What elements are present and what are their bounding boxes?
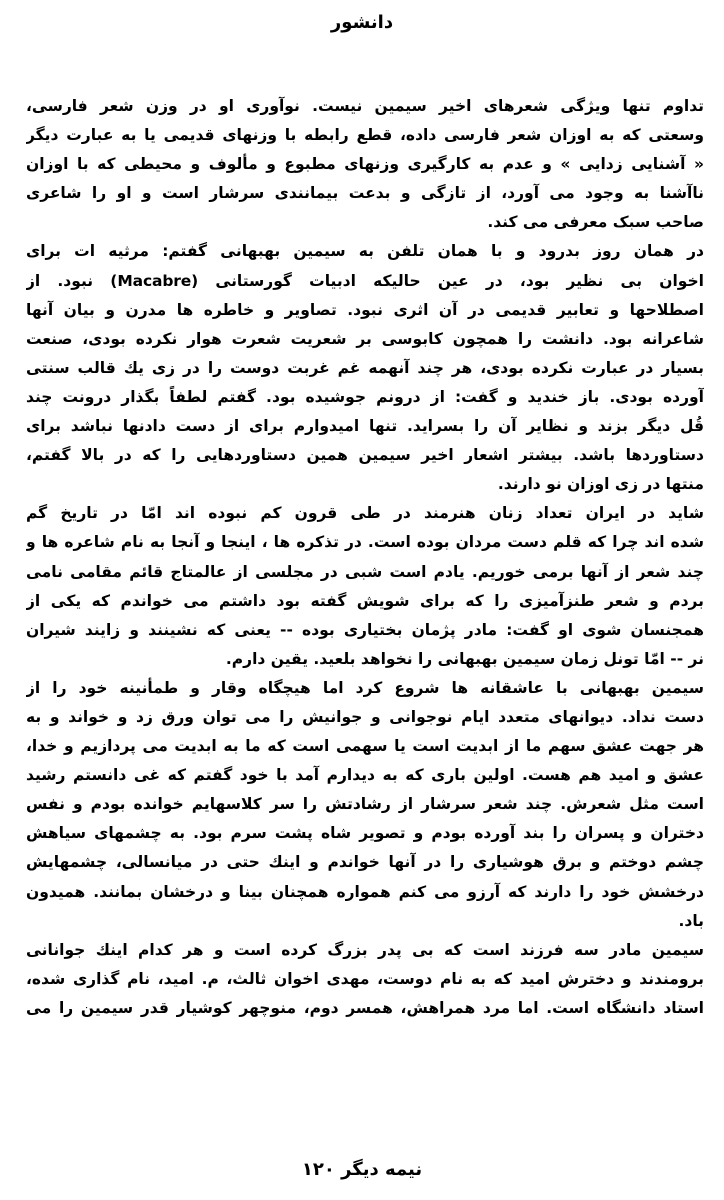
text-line: صاحب سبک معرفی می کند. bbox=[487, 213, 704, 232]
text-line: نر -- امّا تونل زمان سیمین بهبهانی را نخواهد بلعید. یقین دارم. bbox=[225, 649, 704, 668]
paragraph-5 bbox=[26, 936, 704, 1023]
text-line: ناآشنا به وجود می آورد، از تازگی و بدعت بیمانندی سرشار است و او را شاعری bbox=[26, 184, 704, 203]
text-line: شده اند چرا که قلم دست مردان بوده است. در تذکره ها ، اینجا و آنجا به نام شاعره ها و bbox=[26, 533, 704, 552]
text-line: قُل دیگر بزند و نظایر آن را بسراید. تنها امیدوارم برای از دست دادنها نباشد برای bbox=[26, 417, 704, 436]
article-body bbox=[26, 92, 704, 1023]
text-line: دست نداد. دیوانهای متعدد ایام نوجوانی و جوانیش را می توان ورق زد و خواند و به bbox=[26, 707, 704, 726]
text-line: هر جهت عشق سهم ما از ابدیت است یا سهمی است که ما به ابدیت می پردازیم و خدا، bbox=[26, 737, 704, 756]
page-footer: نیمه دیگر ۱۲۰ bbox=[301, 1159, 423, 1180]
text-line: دستاوردها باشد. بیشتر اشعار اخیر سیمین همین دستاوردهایی را که در بالا گفتم، bbox=[26, 446, 704, 465]
text-line: در همان روز بدرود و با همان تلفن به سیمین بهبهانی گفتم: مرثیه ات برای bbox=[26, 242, 704, 261]
text-line: همجنسان شوی او گفت: مادر پژمان بختیاری بوده -- یعنی که نشینند و زایند شیران bbox=[26, 620, 704, 639]
text-line: باد. bbox=[678, 911, 704, 930]
text-line: سیمین مادر سه فرزند است که بی پدر بزرگ کرده است و هر کدام اینك جوانانی bbox=[26, 940, 704, 959]
paragraph-2 bbox=[26, 237, 704, 499]
text-line: بسیار در عبارت نکرده بودی، هر چند آنهمه غم غربت دوست را در زی یك قالب سنتی bbox=[26, 358, 704, 377]
text-line: دختران و پسران را بند آورده بودم و تصویر شاه پشت سرم بود. به چشمهای سیاهش bbox=[26, 824, 704, 843]
text-line: وسعتی که به اوزان شعر فارسی داده، قطع رابطه با وزنهای قدیمی یا به عبارت دیگر bbox=[26, 126, 704, 145]
text-line: بردم و شعر طنزآمیزی را که برای شویش گفته بود داشتم می خواندم که یکی از bbox=[26, 591, 704, 610]
text-line: « آشنایی زدایی » و عدم به کارگیری وزنهای مطبوع و مألوف و محیطی که با اوزان bbox=[26, 155, 704, 174]
text-line: چشم دوختم و برق هوشیاری را در آنها خواندم و اینك حتی در میانسالی، چشمهایش bbox=[26, 853, 704, 872]
text-line: منتها در زی اوزان نو دارند. bbox=[497, 475, 704, 494]
text-line: تداوم تنها ویژگی شعرهای اخیر سیمین نیست. نوآوری او در وزن شعر فارسی، bbox=[26, 97, 704, 115]
text-line: شاید در ایران تعداد زنان هنرمند در طی قرون کم نبوده اند امّا در تاریخ گم bbox=[26, 504, 704, 523]
text-line: اصطلاحها و تعابیر قدیمی در آن اثری نبود. تصاویر و خاطره ها مدرن و بیان آنها bbox=[26, 300, 704, 319]
paragraph-4 bbox=[26, 674, 704, 936]
text-line: شاعرانه بود. دانشت را همچون کابوسی بر شعریت شعرت هوار نکرده بودی، صنعت bbox=[26, 329, 704, 348]
text-line: است مثل شعرش. چند شعر سرشار از رشادتش را سر کلاسهایم خوانده بودم و نفس bbox=[26, 795, 704, 814]
text-line: اخوان بی نظیر بود، در عین حالیکه ادبیات گورستانی (Macabre) نبود. از bbox=[26, 271, 704, 290]
paragraph-1 bbox=[26, 92, 704, 237]
running-header-title: دانشور bbox=[330, 12, 394, 33]
text-line: استاد دانشگاه است. اما مرد همراهش، همسر دوم، منوچهر کوشیار قدر سیمین را می bbox=[26, 998, 704, 1017]
paragraph-3 bbox=[26, 499, 704, 674]
text-line: عشق و امید هم هست. اولین باری که به دیدارم آمد با خود گفتم که غی دانستم رشید bbox=[26, 766, 704, 785]
text-line: آورده بودی. باز خندید و گفت: از درونم جوشیده بود. گفتم لطفاً بگذار درونت چند bbox=[26, 387, 704, 406]
text-line: برومندند و دخترش امید که به نام دوست، مهدی اخوان ثالث، م. امید، نام گذاری شده، bbox=[26, 969, 704, 988]
text-line: چند شعر از آنها برمی خوریم. یادم است شبی در مجلسی از عالمتاج قائم مقامی نامی bbox=[26, 562, 704, 581]
text-line: سیمین بهبهانی با عاشقانه ها شروع کرد اما هیچگاه وقار و طمأنینه خود را از bbox=[26, 678, 704, 697]
text-line: درخشش خود را دارند که آرزو می کنم همواره همچنان بینا و درخشان بمانند. همیدون bbox=[26, 882, 704, 901]
